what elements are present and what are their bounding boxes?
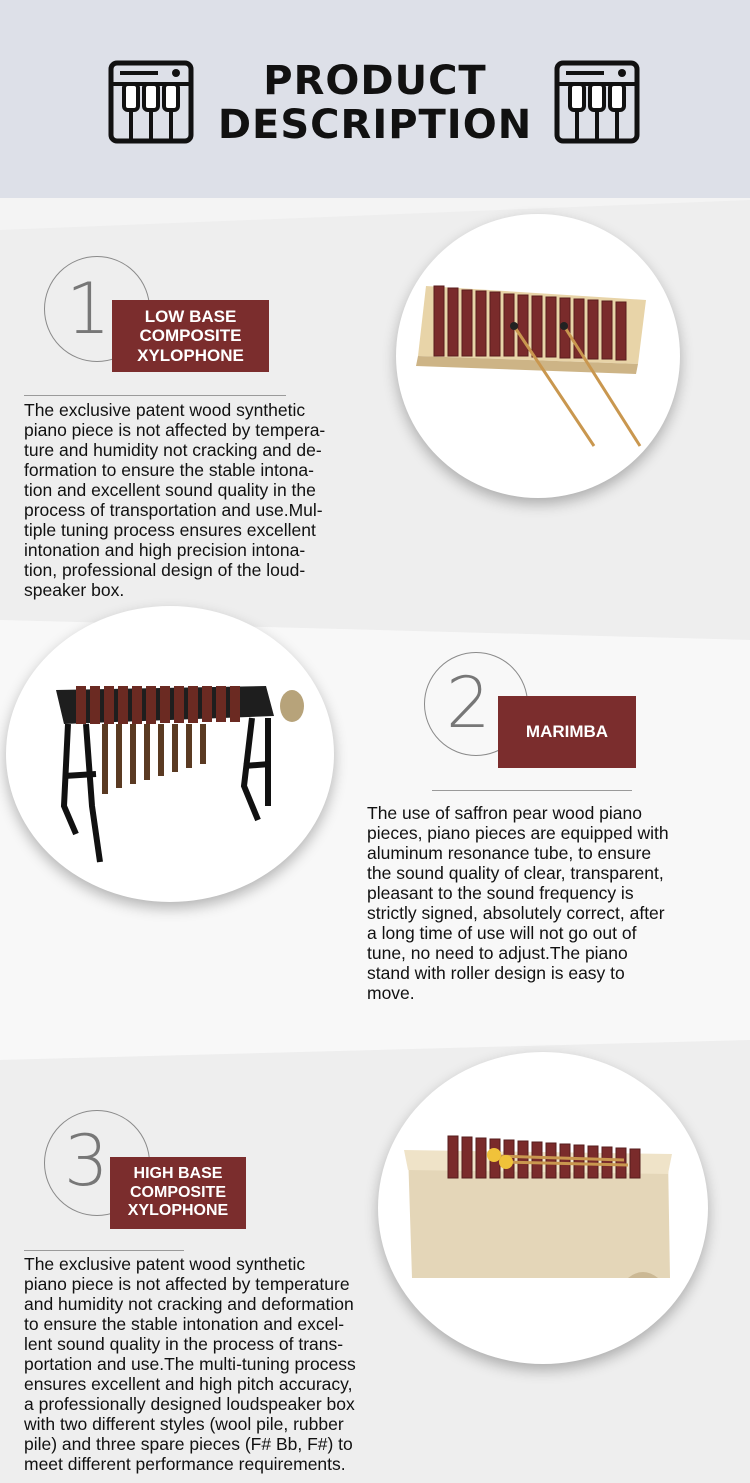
xylophone-box-illustration — [378, 1052, 708, 1364]
section-number: 2 — [446, 662, 491, 744]
section-description: The exclusive patent wood synthetic piano piece is not affected by temperature and humidity not cracking and deformation to ensure the stable intonation and excel- lent sound quality in the process of trans- portation and use.The multi-tuning process ensures excellent and high pitch accuracy, a professionally designed loudspeaker box with two different styles (wool pile, rubber pile) and three spare pieces (F# Bb, F#) to meet different performance requirements. — [24, 1254, 356, 1474]
section-number: 3 — [64, 1120, 109, 1202]
divider — [432, 790, 632, 791]
product-image-xylophone — [396, 214, 680, 498]
section-description: The exclusive patent wood synthetic piano piece is not affected by tempera- ture and humidity not cracking and de- formation to ensure the stable intona- tion and excellent sound quality in the process of transportation and use.Mul- tiple tuning process ensures excellent intonation and high precision intona- tion, professional design of the loud- speaker box. — [24, 400, 326, 600]
section-number: 1 — [66, 268, 111, 350]
tag-line: XYLOPHONE — [127, 1202, 229, 1220]
xylophone-illustration — [396, 214, 680, 498]
page-header — [0, 0, 750, 198]
tag-line: HIGH BASE — [133, 1165, 223, 1183]
marimba-illustration — [6, 606, 334, 902]
divider — [24, 395, 286, 396]
keyboard-icon — [554, 60, 640, 144]
product-image-high-xylophone — [378, 1052, 708, 1364]
divider — [24, 1250, 184, 1251]
page-title-line2: DESCRIPTION — [217, 102, 533, 148]
tag-line: COMPOSITE — [139, 326, 242, 346]
section-tag — [498, 696, 636, 768]
page-title-line1: PRODUCT — [263, 58, 487, 104]
section-tag — [112, 300, 269, 372]
tag-line: COMPOSITE — [129, 1183, 226, 1201]
tag-line: LOW BASE — [144, 306, 237, 326]
section-description: The use of saffron pear wood piano pieces, piano pieces are equipped with aluminum resonance tube, to ensure the sound quality of clear, transparent, pleasant to the sound frequency is strictly signed, absolutely correct, after a long time of use will not go out of tune, no need to adjust.The piano stand with roller design is easy to move. — [367, 803, 669, 1003]
keyboard-icon — [108, 60, 194, 144]
section-tag — [110, 1157, 246, 1229]
product-image-marimba — [6, 606, 334, 902]
tag-line: MARIMBA — [525, 722, 609, 742]
tag-line: XYLOPHONE — [137, 345, 244, 365]
